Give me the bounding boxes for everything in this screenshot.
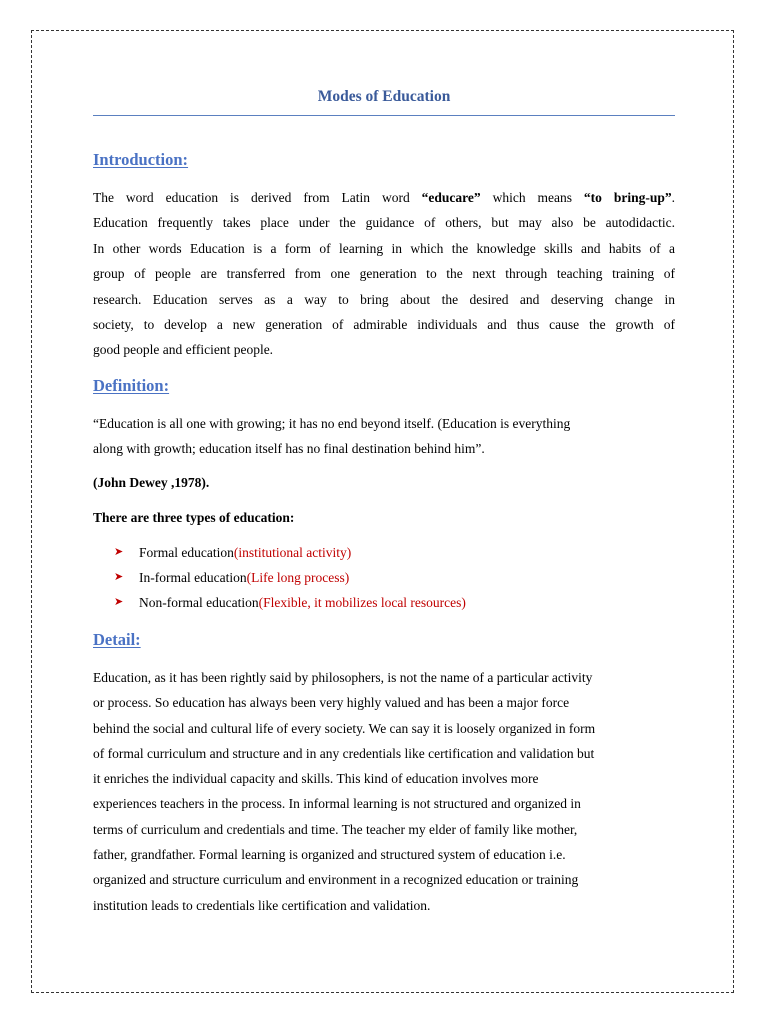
detail-line: Education, as it has been rightly said by philosophers, is not the name of a particular activity: [93, 670, 593, 685]
detail-paragraph: [93, 665, 675, 918]
detail-line: behind the social and cultural life of every society. We can say it is loosely organized in form: [93, 720, 596, 736]
intro-line: good people and efficient people.: [93, 342, 274, 358]
title-divider: [93, 115, 675, 116]
education-types-list: [114, 540, 466, 616]
citation: (John Dewey ,1978).: [93, 475, 210, 490]
page-title: Modes of Education: [317, 88, 451, 105]
detail-line: terms of curriculum and credentials and time. The teacher my elder of family like mother,: [93, 821, 578, 837]
detail-line: it enriches the individual capacity and skills. This kind of education involves more: [93, 771, 539, 787]
detail-line: father, grandfather. Formal learning is organized and structured system of education i.e.: [93, 847, 566, 863]
detail-line: organized and structure curriculum and environment in a recognized education or training: [93, 872, 579, 888]
definition-quote: [93, 411, 675, 462]
list-item: [114, 590, 466, 615]
list-item: [114, 565, 466, 590]
definition-heading: Definition:: [93, 376, 170, 395]
quote-line: “Education is all one with growing; it has no end beyond itself. (Education is everything: [93, 416, 571, 431]
detail-line: institution leads to credentials like certification and validation.: [93, 897, 431, 913]
detail-line: experiences teachers in the process. In informal learning is not structured and organized in: [93, 796, 581, 812]
types-intro: There are three types of education:: [93, 510, 295, 525]
list-item: [114, 540, 466, 565]
quote-line: along with growth; education itself has no final destination behind him”.: [93, 441, 485, 457]
type-label: In-formal education: [139, 570, 247, 586]
detail-heading: Detail:: [93, 630, 141, 649]
intro-line: research. Education serves as a way to bring about the desired and deserving change in: [93, 291, 675, 307]
intro-line: The word education is derived from Latin word “educare” which means “to bring-up”.: [93, 190, 675, 205]
intro-line: group of people are transferred from one generation to the next through teaching training of: [93, 266, 675, 282]
detail-line: of formal curriculum and structure and in any credentials like certification and validation but: [93, 745, 595, 761]
type-note: (Flexible, it mobilizes local resources): [258, 595, 466, 611]
type-note: (Life long process): [246, 570, 350, 586]
intro-line: society, to develop a new generation of admirable individuals and thus cause the growth of: [93, 317, 675, 333]
type-label: Formal education: [139, 545, 234, 560]
arrow-bullet-icon: ➤: [114, 571, 124, 584]
arrow-bullet-icon: ➤: [114, 546, 124, 558]
introduction-paragraph: [93, 185, 675, 363]
type-note: (institutional activity): [233, 545, 352, 560]
arrow-bullet-icon: ➤: [114, 596, 124, 609]
type-label: Non-formal education: [139, 595, 259, 611]
detail-line: or process. So education has always been very highly valued and has been a major force: [93, 695, 570, 711]
introduction-heading: Introduction:: [93, 150, 189, 169]
intro-line: Education frequently takes place under the guidance of others, but may also be autodidactic.: [93, 215, 675, 231]
intro-line: In other words Education is a form of learning in which the knowledge skills and habits of a: [93, 240, 675, 256]
